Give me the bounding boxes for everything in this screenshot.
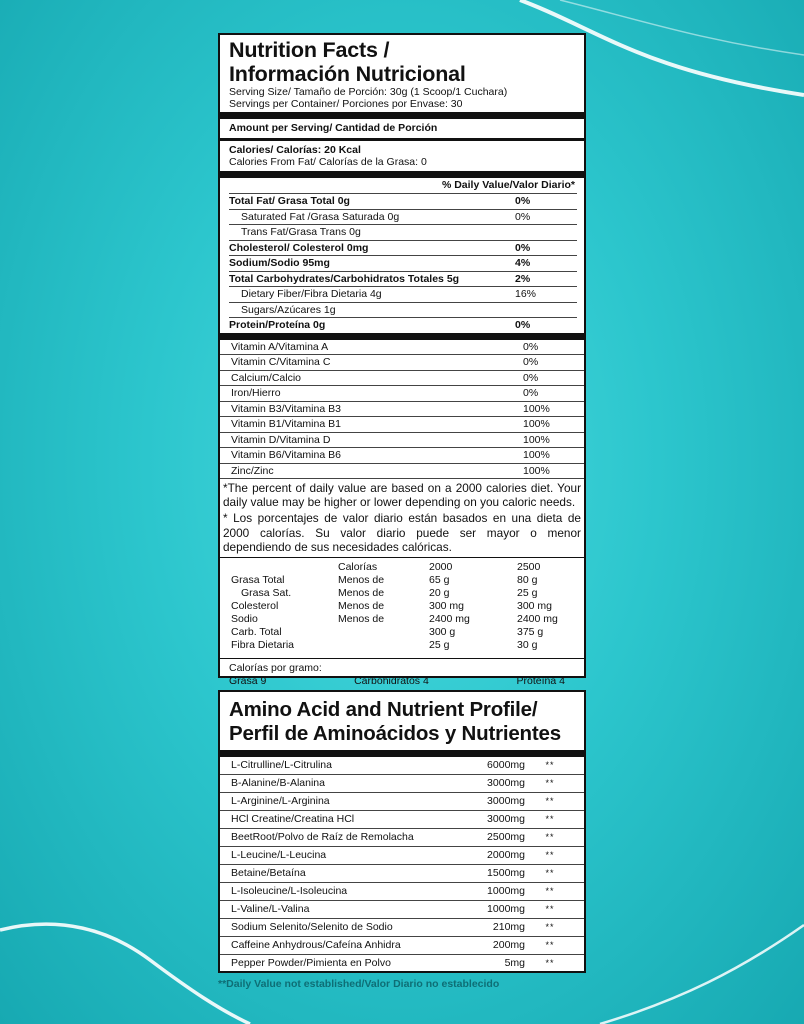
reference-table [229, 561, 577, 652]
vitamin-row: Vitamin C/Vitamina C 0% [220, 355, 584, 371]
ref-cell: 25 g [517, 587, 538, 600]
nutrition-facts-panel [218, 33, 586, 688]
amino-row: BeetRoot/Polvo de Raíz de Remolacha 2500mg ** [220, 829, 584, 847]
amino-row: L-Arginine/L-Arginina 3000mg ** [220, 793, 584, 811]
amino-row: L-Leucine/L-Leucina 2000mg ** [220, 847, 584, 865]
amino-title-line1: Amino Acid and Nutrient Profile/ [229, 698, 538, 721]
facts-title-line2: Información Nutricional [229, 62, 466, 86]
ref-cell: Calorías [338, 561, 378, 574]
daily-value-footnote: **Daily Value not established/Valor Diario no establecido [218, 978, 500, 990]
nutrient-row: Sugars/Azúcares 1g [229, 303, 577, 319]
nutrient-row: Trans Fat/Grasa Trans 0g [229, 225, 577, 241]
ref-cell [231, 561, 338, 574]
amino-row: B-Alanine/B-Alanina 3000mg ** [220, 775, 584, 793]
nutrient-row: Total Carbohydrates/Carbohidratos Totales 5g 2% [229, 272, 577, 288]
amount-per-serving: Amount per Serving/ Cantidad de Porción [229, 122, 438, 134]
amino-row: Betaine/Betaína 1500mg ** [220, 865, 584, 883]
daily-value-header: % Daily Value/Valor Diario* [229, 178, 577, 194]
ref-cell: 300 g [429, 626, 456, 639]
amino-row: L-Isoleucine/L-Isoleucina 1000mg ** [220, 883, 584, 901]
nutrient-row: Total Fat/ Grasa Total 0g 0% [229, 194, 577, 210]
calories-from-fat: Calories From Fat/ Calorías de la Grasa: 0 [229, 156, 427, 168]
cpg-carbs: Carbohidratos 4 [354, 675, 429, 688]
facts-title-line1: Nutrition Facts / [229, 38, 390, 62]
ref-cell: 65 g [429, 574, 450, 587]
nutrient-row: Dietary Fiber/Fibra Dietaria 4g 16% [229, 287, 577, 303]
serving-size: Serving Size/ Tamaño de Porción: 30g (1 Scoop/1 Cuchara) [229, 86, 508, 98]
ref-cell: 300 mg [429, 600, 465, 613]
amino-row: Pepper Powder/Pimienta en Polvo 5mg ** [231, 957, 555, 969]
ref-cell: Menos de [338, 613, 385, 626]
ref-cell: 2500 [517, 561, 541, 574]
nutrient-row: Cholesterol/ Colesterol 0mg 0% [229, 241, 577, 257]
ref-cell: 2400 mg [517, 613, 558, 626]
ref-cell: Menos de [338, 587, 385, 600]
amino-acid-panel [218, 690, 586, 973]
divider-thick [220, 333, 584, 340]
divider-thick [220, 112, 584, 119]
amino-row: HCl Creatine/Creatina HCl 3000mg ** [220, 811, 584, 829]
servings-per-container: Servings per Container/ Porciones por Envase: 30 [229, 98, 463, 110]
vitamin-row: Iron/Hierro 0% [220, 386, 584, 402]
vitamin-row: Vitamin B3/Vitamina B3 100% [220, 402, 584, 418]
ref-cell: Grasa Total [231, 574, 285, 587]
ref-cell: Menos de [338, 600, 385, 613]
ref-cell [338, 626, 429, 639]
ref-cell: Sodio [231, 613, 258, 626]
vitamin-row: Vitamin D/Vitamina D 100% [220, 433, 584, 449]
divider-thin [220, 658, 584, 659]
footnote-english: *The percent of daily value are based on a 2000 calories diet. Your daily value may be higher or lower depending on you caloric needs. [223, 481, 581, 510]
ref-cell: Grasa Sat. [241, 587, 292, 600]
vitamin-list [229, 340, 577, 480]
ref-cell: 2400 mg [429, 613, 470, 626]
cpg-protein: Proteína 4 [516, 675, 565, 688]
nutrient-list [229, 194, 577, 333]
vitamin-row: Zinc/Zinc 100% [220, 464, 584, 480]
ref-cell: Menos de [338, 574, 385, 587]
ref-cell: 375 g [517, 626, 544, 639]
nutrient-row: Sodium/Sodio 95mg 4% [229, 256, 577, 272]
calories-per-gram [229, 662, 577, 688]
vitamin-row: Vitamin A/Vitamina A 0% [220, 340, 584, 356]
calories: Calories/ Calorías: 20 Kcal [229, 144, 361, 156]
amino-row: L-Citrulline/L-Citrulina 6000mg ** [220, 757, 584, 775]
vitamin-row: Vitamin B1/Vitamina B1 100% [220, 417, 584, 433]
calories-per-gram-label: Calorías por gramo: [229, 662, 322, 675]
ref-cell: 2000 [429, 561, 453, 574]
divider-thick [220, 750, 584, 757]
divider-thin [220, 557, 584, 558]
amino-row: Caffeine Anhydrous/Cafeína Anhidra 200mg ** [220, 937, 584, 955]
amino-row: L-Valine/L-Valina 1000mg ** [220, 901, 584, 919]
nutrient-row: Protein/Proteína 0g 0% [229, 319, 531, 332]
ref-cell: 30 g [517, 639, 538, 652]
amino-list [229, 757, 575, 972]
ref-cell: Fibra Dietaria [231, 639, 295, 652]
amino-title-line2: Perfil de Aminoácidos y Nutrientes [229, 722, 561, 745]
cpg-fat: Grasa 9 [229, 675, 267, 688]
ref-cell: 80 g [517, 574, 538, 587]
vitamin-row: Vitamin B6/Vitamina B6 100% [220, 448, 584, 464]
ref-cell: Colesterol [231, 600, 279, 613]
ref-cell: 25 g [429, 639, 450, 652]
amino-row: Sodium Selenito/Selenito de Sodio 210mg ** [220, 919, 584, 937]
ref-cell [338, 639, 429, 652]
ref-cell: Carb. Total [231, 626, 282, 639]
divider-thick [220, 171, 584, 178]
nutrient-row: Saturated Fat /Grasa Saturada 0g 0% [229, 210, 577, 226]
footnote-spanish: * Los porcentajes de valor diario están basados en una dieta de 2000 calorías. Su valor diario puede ser mayor o menor dependiendo de sus necesidades calóricas. [223, 511, 581, 554]
ref-cell: 300 mg [517, 600, 553, 613]
ref-cell: 20 g [429, 587, 450, 600]
vitamin-row: Calcium/Calcio 0% [220, 371, 584, 387]
